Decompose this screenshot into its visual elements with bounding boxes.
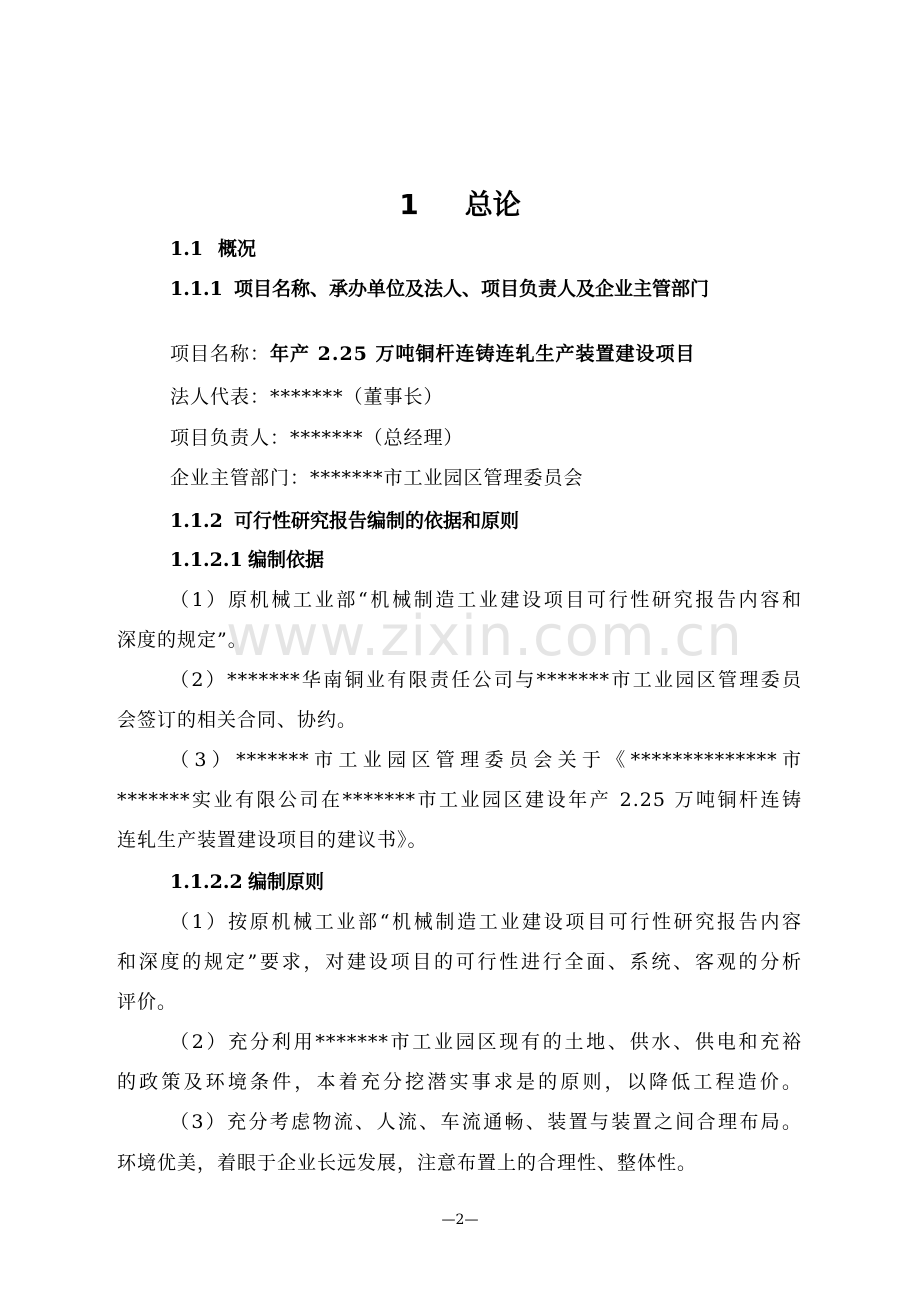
- section-heading-1-1-1: [170, 274, 709, 301]
- section-heading-1-1-2-1: [170, 545, 324, 572]
- section-heading-1-1: [170, 234, 256, 261]
- basis-3-line-1: （3）*******市工业园区管理委员会关于《**************市: [170, 749, 802, 771]
- principle-1-line-2: 和深度的规定”要求，对建设项目的可行性进行全面、系统、客观的分析: [117, 951, 802, 973]
- basis-1-line-2: 深度的规定”。: [117, 629, 248, 651]
- principle-3-line-2: 环境优美，着眼于企业长远发展，注意布置上的合理性、整体性。: [117, 1152, 698, 1174]
- basis-1-line-1: （1）原机械工业部“机械制造工业建设项目可行性研究报告内容和: [170, 589, 802, 611]
- basis-3-line-3: 连轧生产装置建设项目的建议书》。: [117, 829, 428, 851]
- page-number: —2—: [441, 1212, 479, 1228]
- chapter-title: [0, 183, 920, 223]
- supervising-department: 企业主管部门：*******市工业园区管理委员会: [170, 467, 584, 489]
- section-title: 编制依据: [248, 549, 325, 571]
- project-name-value: 年产 2.25 万吨铜杆连铸连轧生产装置建设项目: [270, 343, 696, 365]
- project-leader: 项目负责人：*******（总经理）: [170, 427, 464, 449]
- section-heading-1-1-2-2: [170, 867, 324, 894]
- section-heading-1-1-2: [170, 506, 519, 533]
- section-title: 概况: [218, 238, 257, 260]
- chapter-title-text: 总论: [464, 188, 521, 221]
- watermark: www.zixin.com.cn: [226, 604, 743, 669]
- principle-2-line-2: 的政策及环境条件，本着充分挖潜实事求是的原则，以降低工程造价。: [117, 1071, 802, 1093]
- section-title: 可行性研究报告编制的依据和原则: [234, 510, 520, 532]
- basis-3-line-2: *******实业有限公司在*******市工业园区建设年产 2.25 万吨铜杆连铸: [117, 789, 802, 811]
- basis-2-line-1: （2）*******华南铜业有限责任公司与*******市工业园区管理委员: [170, 669, 802, 691]
- principle-1-line-3: 评价。: [117, 991, 178, 1013]
- project-name-label: 项目名称：: [170, 343, 271, 365]
- principle-2-line-1: （2）充分利用*******市工业园区现有的土地、供水、供电和充裕: [170, 1031, 802, 1053]
- principle-1-line-1: （1）按原机械工业部“机械制造工业建设项目可行性研究报告内容: [170, 911, 802, 933]
- section-number: 1.1.2.2: [170, 871, 243, 893]
- project-name-line: [170, 339, 696, 366]
- section-number: 1.1.1: [170, 278, 223, 300]
- section-number: 1.1.2.1: [170, 549, 243, 571]
- section-number: 1.1: [170, 238, 204, 260]
- legal-representative: 法人代表：*******（董事长）: [170, 386, 444, 408]
- basis-2-line-2: 会签订的相关合同、协约。: [117, 709, 358, 731]
- section-title: 编制原则: [248, 871, 325, 893]
- principle-3-line-1: （3）充分考虑物流、人流、车流通畅、装置与装置之间合理布局。: [170, 1111, 802, 1133]
- chapter-number: 1: [399, 188, 419, 221]
- section-title: 项目名称、承办单位及法人、项目负责人及企业主管部门: [234, 278, 710, 300]
- section-number: 1.1.2: [170, 510, 223, 532]
